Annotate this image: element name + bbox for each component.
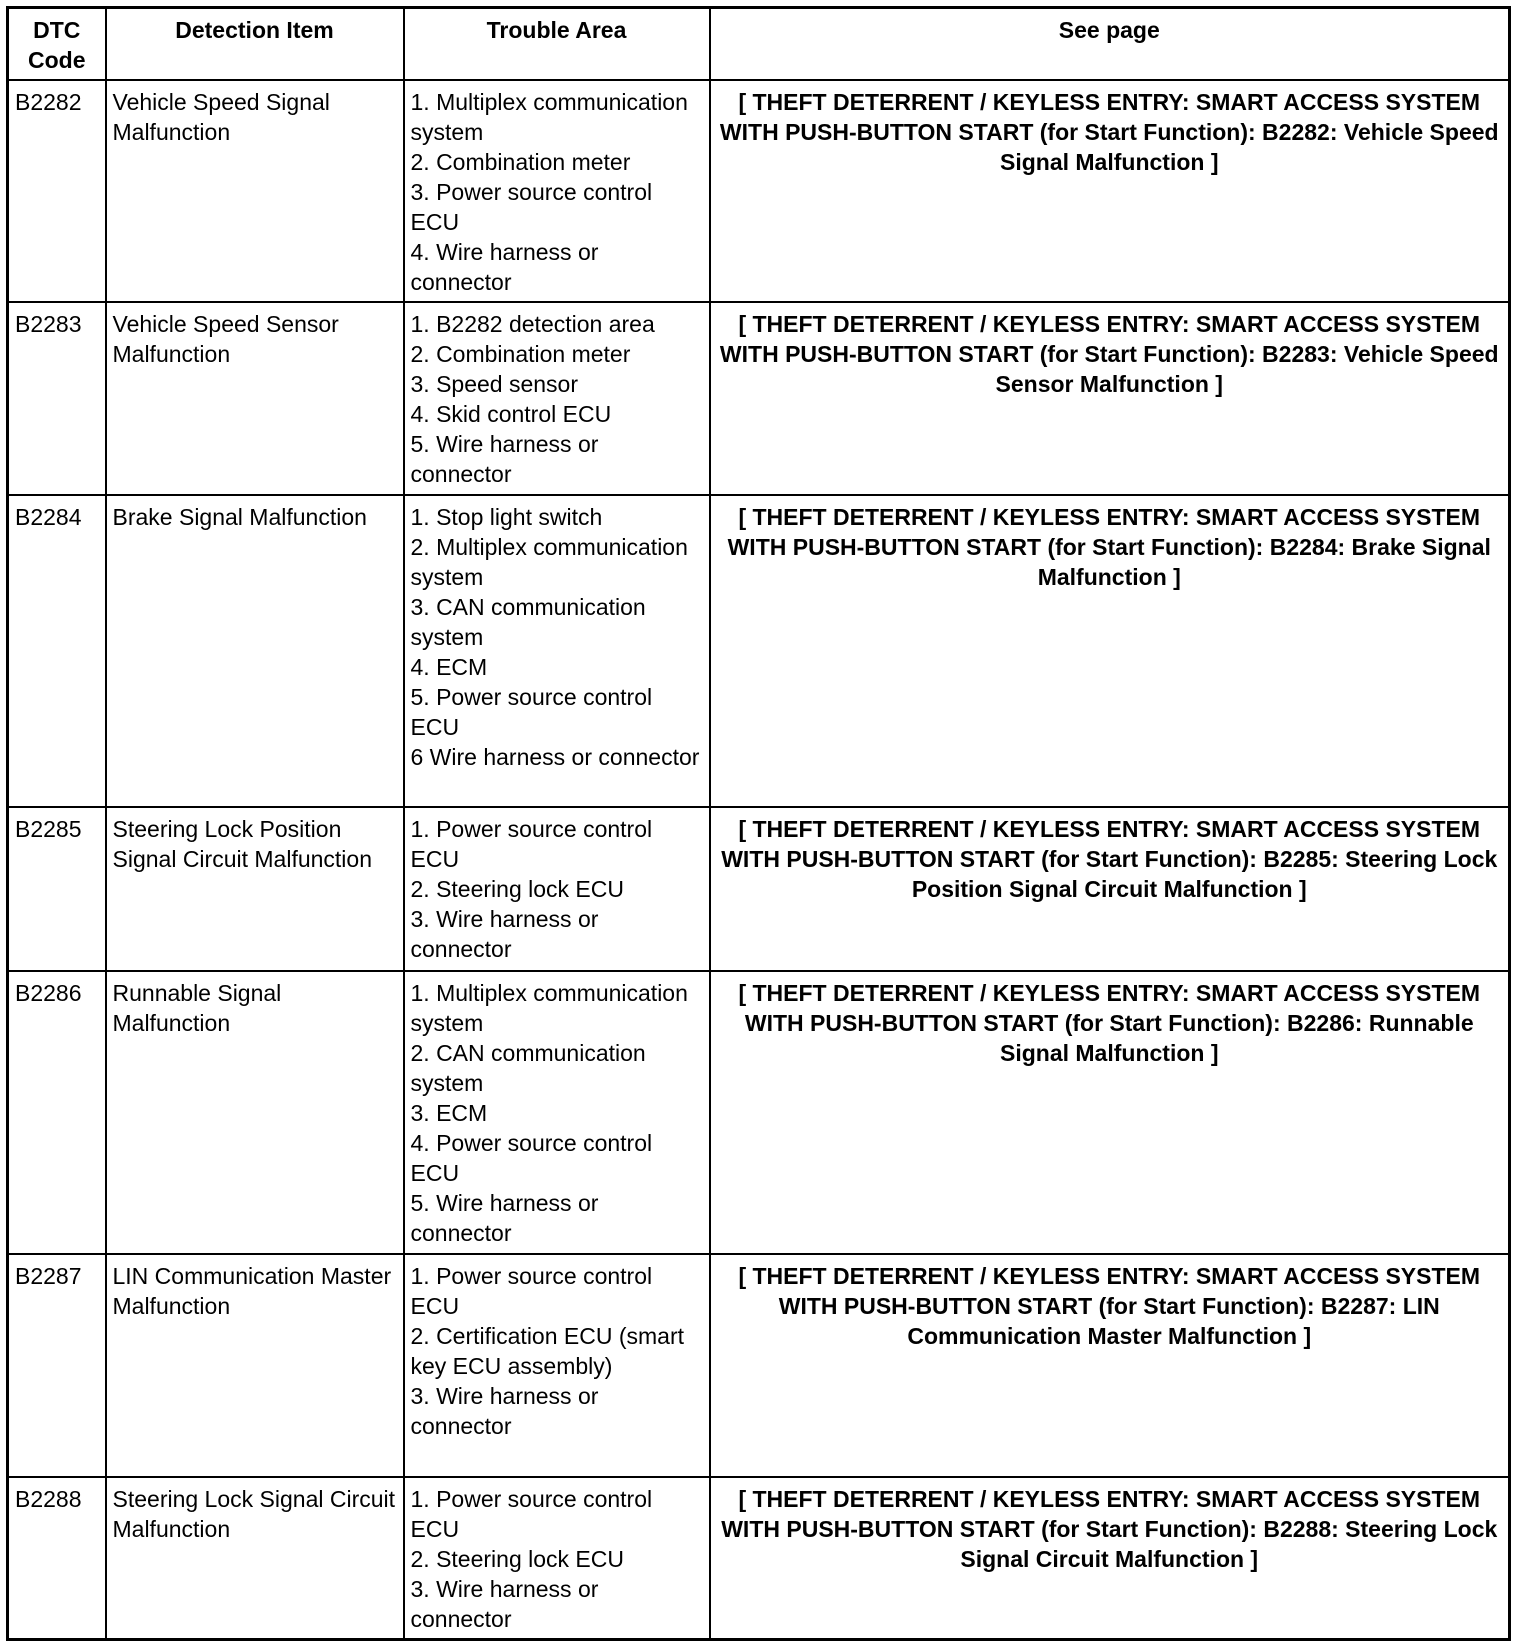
trouble-area-cell xyxy=(404,1254,710,1477)
dtc-code-cell: B2283 xyxy=(8,302,106,495)
trouble-area-item: 3. Wire harness or connector xyxy=(410,906,599,962)
trouble-area-item: 3. CAN communication system xyxy=(410,594,646,650)
dtc-code-cell: B2282 xyxy=(8,80,106,302)
trouble-area-item: 1. Power source control ECU xyxy=(410,816,653,872)
detection-item-cell: Runnable Signal Malfunction xyxy=(106,971,404,1254)
trouble-area-cell xyxy=(404,302,710,495)
trouble-area-item: 2. Combination meter xyxy=(410,149,631,175)
trouble-area-item: 2. Steering lock ECU xyxy=(410,1546,624,1572)
trouble-area-item: 4. Skid control ECU xyxy=(410,401,612,427)
see-page-link[interactable]: [ THEFT DETERRENT / KEYLESS ENTRY: SMART ACCESS SYSTEM WITH PUSH-BUTTON START (for Start Function): B2286: Runnable Signal Malfunction ] xyxy=(710,971,1510,1254)
trouble-area-item: 3. Wire harness or connector xyxy=(410,1383,599,1439)
header-detection-item: Detection Item xyxy=(106,8,404,81)
trouble-area-cell xyxy=(404,807,710,971)
see-page-link[interactable]: [ THEFT DETERRENT / KEYLESS ENTRY: SMART ACCESS SYSTEM WITH PUSH-BUTTON START (for Start Function): B2288: Steering Lock Signal Circuit Malfunction ] xyxy=(710,1477,1510,1640)
see-page-link[interactable]: [ THEFT DETERRENT / KEYLESS ENTRY: SMART ACCESS SYSTEM WITH PUSH-BUTTON START (for Start Function): B2282: Vehicle Speed Signal Malfunction ] xyxy=(710,80,1510,302)
table-row xyxy=(8,971,1510,1254)
header-see-page: See page xyxy=(710,8,1510,81)
header-dtc-code: DTC Code xyxy=(8,8,106,81)
trouble-area-item: 5. Wire harness or connector xyxy=(410,1190,599,1246)
dtc-code-cell: B2285 xyxy=(8,807,106,971)
header-trouble-area: Trouble Area xyxy=(404,8,710,81)
trouble-area-cell xyxy=(404,495,710,807)
trouble-area-item: 2. Multiplex communication system xyxy=(410,534,688,590)
dtc-code-cell: B2286 xyxy=(8,971,106,1254)
see-page-link[interactable]: [ THEFT DETERRENT / KEYLESS ENTRY: SMART ACCESS SYSTEM WITH PUSH-BUTTON START (for Start Function): B2285: Steering Lock Position Signal Circuit Malfunction ] xyxy=(710,807,1510,971)
table-row xyxy=(8,302,1510,495)
table-row xyxy=(8,1477,1510,1640)
detection-item-cell: Vehicle Speed Sensor Malfunction xyxy=(106,302,404,495)
dtc-table xyxy=(6,6,1511,1641)
trouble-area-item: 2. CAN communication system xyxy=(410,1040,646,1096)
detection-item-cell: Brake Signal Malfunction xyxy=(106,495,404,807)
trouble-area-item: 3. ECM xyxy=(410,1100,488,1126)
trouble-area-cell xyxy=(404,1477,710,1640)
detection-item-cell: LIN Communication Master Malfunction xyxy=(106,1254,404,1477)
trouble-area-item: 5. Power source control ECU xyxy=(410,684,653,740)
trouble-area-cell xyxy=(404,971,710,1254)
dtc-code-cell: B2288 xyxy=(8,1477,106,1640)
trouble-area-item: 3. Speed sensor xyxy=(410,371,579,397)
detection-item-cell: Steering Lock Signal Circuit Malfunction xyxy=(106,1477,404,1640)
trouble-area-item: 4. Wire harness or connector xyxy=(410,239,599,295)
trouble-area-item: 1. Multiplex communication system xyxy=(410,980,688,1036)
trouble-area-item: 1. Power source control ECU xyxy=(410,1263,653,1319)
trouble-area-item: 1. Stop light switch xyxy=(410,504,603,530)
table-row xyxy=(8,495,1510,807)
trouble-area-item: 1. B2282 detection area xyxy=(410,311,655,337)
detection-item-cell: Vehicle Speed Signal Malfunction xyxy=(106,80,404,302)
table-header-row xyxy=(8,8,1510,81)
trouble-area-cell xyxy=(404,80,710,302)
trouble-area-item: 2. Combination meter xyxy=(410,341,631,367)
dtc-code-cell: B2284 xyxy=(8,495,106,807)
trouble-area-item: 3. Power source control ECU xyxy=(410,179,653,235)
trouble-area-item: 2. Certification ECU (smart key ECU assembly) xyxy=(410,1323,685,1379)
trouble-area-item: 6 Wire harness or connector xyxy=(410,744,700,770)
see-page-link[interactable]: [ THEFT DETERRENT / KEYLESS ENTRY: SMART ACCESS SYSTEM WITH PUSH-BUTTON START (for Start Function): B2283: Vehicle Speed Sensor Malfunction ] xyxy=(710,302,1510,495)
dtc-code-cell: B2287 xyxy=(8,1254,106,1477)
table-row xyxy=(8,1254,1510,1477)
see-page-link[interactable]: [ THEFT DETERRENT / KEYLESS ENTRY: SMART ACCESS SYSTEM WITH PUSH-BUTTON START (for Start Function): B2284: Brake Signal Malfunction ] xyxy=(710,495,1510,807)
trouble-area-item: 1. Multiplex communication system xyxy=(410,89,688,145)
trouble-area-item: 5. Wire harness or connector xyxy=(410,431,599,487)
trouble-area-item: 1. Power source control ECU xyxy=(410,1486,653,1542)
trouble-area-item: 4. Power source control ECU xyxy=(410,1130,653,1186)
trouble-area-item: 3. Wire harness or connector xyxy=(410,1576,599,1632)
detection-item-cell: Steering Lock Position Signal Circuit Malfunction xyxy=(106,807,404,971)
see-page-link[interactable]: [ THEFT DETERRENT / KEYLESS ENTRY: SMART ACCESS SYSTEM WITH PUSH-BUTTON START (for Start Function): B2287: LIN Communication Master Malfunction ] xyxy=(710,1254,1510,1477)
table-row xyxy=(8,807,1510,971)
trouble-area-item: 4. ECM xyxy=(410,654,488,680)
table-row xyxy=(8,80,1510,302)
trouble-area-item: 2. Steering lock ECU xyxy=(410,876,624,902)
